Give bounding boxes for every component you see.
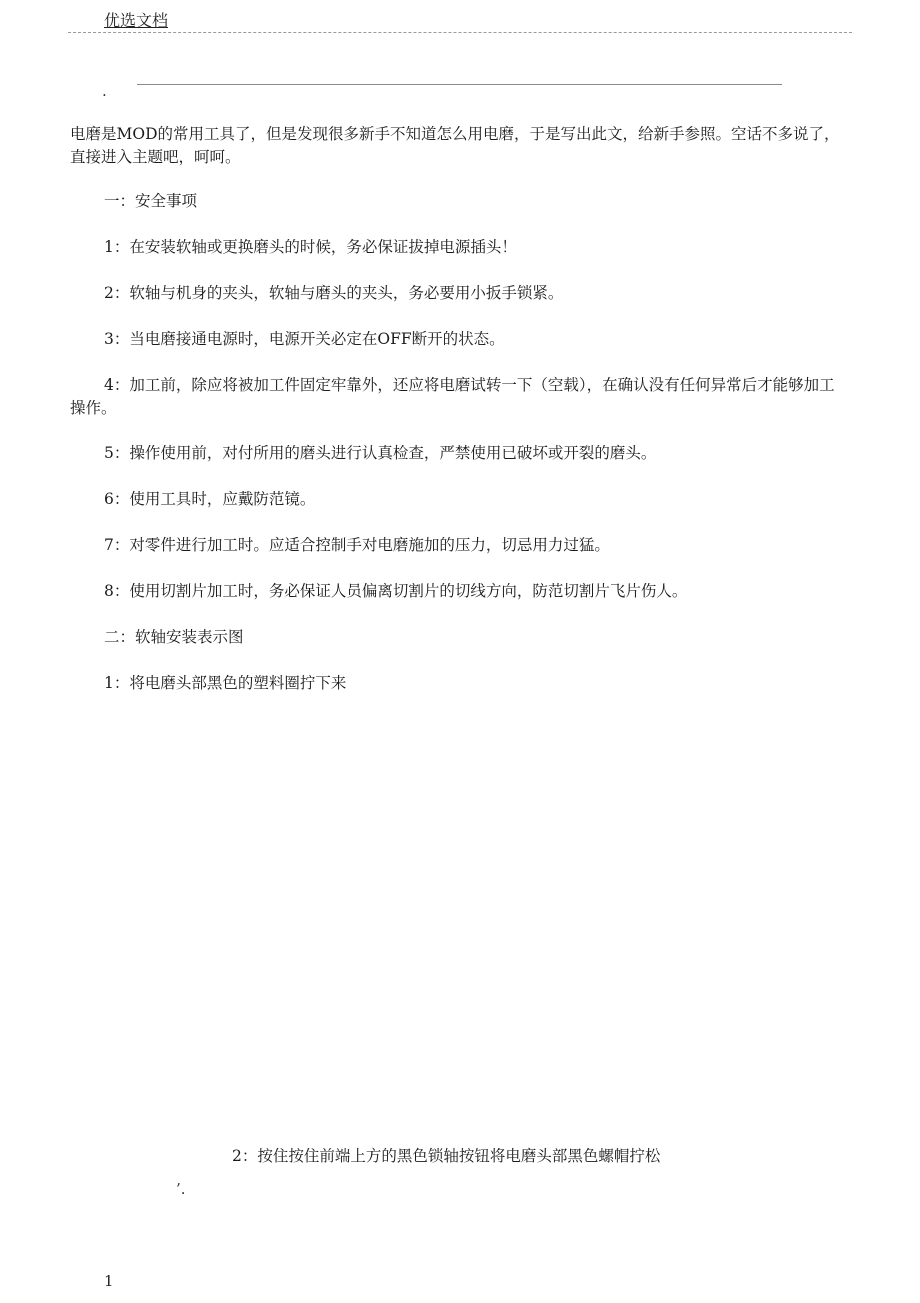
page-number: 1: [104, 1272, 114, 1290]
header-divider: [68, 32, 852, 33]
top-dot-mark: .: [102, 82, 107, 100]
bottom-dot-mark: ’.: [176, 1180, 186, 1198]
safety-item-1: 1：在安装软轴或更换磨头的时候，务必保证拔掉电源插头！: [104, 238, 517, 256]
section-2-heading: 二：软轴安装表示图: [104, 628, 244, 646]
safety-item-8: 8：使用切割片加工时，务必保证人员偏离切割片的切线方向，防范切割片飞片伤人。: [104, 582, 688, 600]
safety-item-4: 4：加工前，除应将被加工件固定牢靠外，还应将电磨试转一下（空载），在确认没有任何异常后才能够加工操作。: [70, 376, 835, 417]
section-1-heading: 一：安全事项: [104, 192, 198, 210]
install-step-1: 1：将电磨头部黑色的塑料圈拧下来: [104, 674, 347, 692]
top-horizontal-rule: [137, 84, 782, 85]
safety-item-2: 2：软轴与机身的夹头，软轴与磨头的夹头，务必要用小扳手锁紧。: [104, 284, 564, 302]
intro-paragraph: 电磨是MOD的常用工具了，但是发现很多新手不知道怎么用电磨，于是写出此文，给新手参照。空话不多说了，直接进入主题吧，呵呵。: [70, 125, 840, 166]
safety-item-3: 3：当电磨接通电源时，电源开关必定在OFF断开的状态。: [104, 330, 505, 348]
safety-item-6: 6：使用工具时，应戴防范镜。: [104, 490, 316, 508]
install-step-2: 2：按住按住前端上方的黑色锁轴按钮将电磨头部黑色螺帽拧松: [232, 1147, 661, 1165]
safety-item-5: 5：操作使用前，对付所用的磨头进行认真检查，严禁使用已破坏或开裂的磨头。: [104, 444, 657, 462]
safety-item-7: 7：对零件进行加工时。应适合控制手对电磨施加的压力，切忌用力过猛。: [104, 536, 610, 554]
header-title: 优选文档: [104, 11, 169, 30]
